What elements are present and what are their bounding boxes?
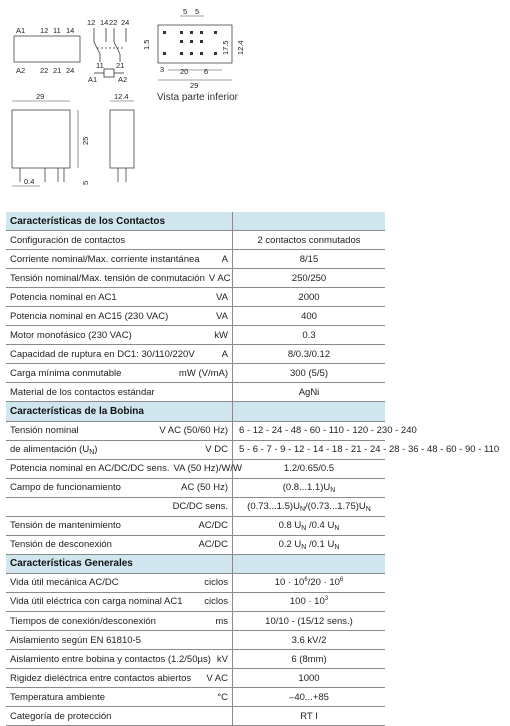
spec-row [6,383,385,402]
row-label-text: Categoría de protección [10,710,112,722]
dimension-label: 3 [160,65,165,74]
row-value [233,231,386,250]
dimension-label: 29 [190,81,199,90]
row-label-end: ) [94,443,98,455]
row-value-text: 300 (5/5) [289,367,329,379]
spec-row [6,631,385,650]
row-value-mid: /0.1 U [306,538,335,550]
row-value [233,707,386,726]
pin-label: 14 [66,26,75,35]
row-value-text: 0.3 [302,329,316,341]
row-unit: V AC (50/60 Hz) [159,425,228,437]
row-unit: °C [217,691,228,703]
row-unit: ms [215,615,228,627]
row-value-text: 8/0.3/0.12 [287,348,331,360]
row-value [233,669,386,688]
dimension-label: 1.5 [142,39,151,50]
row-label-text: Aislamiento entre bobina y contactos (1.2/50µs) [10,653,211,665]
row-value-sup: 6 [339,577,344,584]
row-label-text: Corriente nominal/Max. corriente instantánea [10,253,200,265]
row-value [233,516,386,535]
row-unit: AC/DC [198,539,228,551]
row-value [233,440,500,459]
row-value-sub: N [299,505,306,513]
row-value [233,611,386,630]
section-header [6,554,385,573]
row-value-text: 3.6 kV/2 [291,634,327,646]
row-value-text: 250/250 [291,272,327,284]
row-unit: A [221,348,228,360]
spec-row [6,688,385,707]
dimension-label: 5 [195,7,200,16]
spec-row [6,345,385,364]
schematic-label: 21 [116,61,125,70]
row-value-text: 2 contactos conmutados [257,234,361,246]
row-unit: DC/DC sens. [172,501,228,513]
row-value-text: –40...+85 [289,691,329,703]
row-value-text: AgNi [298,386,320,398]
row-value-text: 400 [301,310,317,322]
row-label [10,673,191,684]
row-label-text: Tensión nominal/Max. tensión de conmutación [10,272,205,284]
row-value-sub: N [334,524,340,532]
pin-label: 21 [53,66,62,75]
row-label-text: Aislamiento según EN 61810-5 [10,634,141,646]
row-unit: mW (V/mA) [178,367,228,379]
row-label-text: Potencia nominal en AC1 [10,291,117,303]
row-value [233,631,386,650]
section-title: Características de los Contactos [10,215,166,227]
row-value-text: (0.8...1.1)U [282,481,331,493]
row-value-text: 6 (8mm) [291,653,327,665]
row-label-text: Potencia nominal en AC/DC/DC sens. [10,463,170,475]
row-unit: ciclos [204,577,228,589]
row-label-text: Tensión de desconexión [10,539,112,551]
row-value-mid: /(0.73...1.75)U [305,500,366,512]
row-value-sub: N [301,543,307,551]
row-label-text: Vida útil eléctrica con carga nominal AC1 [10,596,183,608]
row-unit: kV [216,653,228,665]
schematic-label: A1 [88,75,98,84]
row-value [233,478,386,497]
schematic-label: 24 [121,18,130,27]
row-value [233,326,386,345]
row-value [233,535,386,554]
dimension-label: 6 [204,67,209,76]
row-value-sup: 3 [324,596,329,603]
row-value-text: 0.2 U [278,538,302,550]
bottom-view-caption: Vista parte inferior [157,92,238,103]
pin-label: 24 [66,66,75,75]
row-unit: AC/DC [198,520,228,532]
row-label-text: Tensión de mantenimiento [10,520,121,532]
dimension-label: 17.5 [221,40,230,55]
row-unit: AC (50 Hz) [181,482,228,494]
row-unit: VA (50 Hz)/W/W [173,463,242,475]
row-unit: V AC [206,672,228,684]
row-label-text: Temperatura ambiente [10,691,106,703]
row-label [10,273,205,284]
row-value-text: RT I [300,710,318,722]
row-value-sub: N [334,543,340,551]
spec-table [6,212,500,726]
row-value-sub: N [330,486,336,494]
dimension-label: 29 [36,92,45,101]
schematic-label: 22 [109,18,118,27]
row-label [10,692,105,703]
schematic-label: 14 [100,18,109,27]
pin-label: 11 [53,26,61,35]
row-value-mid: /0.4 U [306,519,335,531]
dimension-label: 20 [180,67,189,76]
row-value-text: 5 - 6 - 7 - 9 - 12 - 14 - 18 - 21 - 24 - 28 - 36 - 48 - 60 - 90 - 110 [239,444,500,456]
row-unit: kW [214,329,228,341]
spec-row [6,573,385,592]
row-value-mid: /20 · 10 [307,577,340,589]
row-label [10,235,125,246]
row-unit: VA [216,291,228,303]
row-label [10,425,79,436]
row-label [10,654,211,665]
row-value [233,288,386,307]
row-unit: V AC [208,272,231,284]
row-label-sub: N [89,448,95,456]
spec-row [6,364,385,383]
row-value [233,269,386,288]
dimension-label: 12.4 [114,92,129,101]
row-label [10,330,132,341]
row-label-text: Tensión nominal [10,425,79,437]
spec-row [6,250,385,269]
row-value [233,383,386,402]
row-value-text: 100 · 10 [289,596,325,608]
row-value-sup: 6 [304,577,308,584]
row-label [10,311,168,322]
dimension-label: 12.4 [236,40,245,55]
row-value-text: 10/10 - (15/12 sens.) [265,615,353,627]
spec-row [6,707,385,726]
row-value [233,421,417,440]
spec-row [6,650,385,669]
row-label-text: Motor monofásico (230 VAC) [10,329,132,341]
row-label-text: Capacidad de ruptura en DC1: 30/110/220V [10,348,195,360]
side-view-drawing [110,101,134,182]
spec-row [6,535,385,554]
row-label-text: Configuración de contactos [10,234,126,246]
row-value [233,573,386,592]
row-label-text: Rigidez dieléctrica entre contactos abiertos [10,672,192,684]
row-label [10,292,117,303]
spec-row [6,497,385,516]
spec-row [6,516,385,535]
row-unit: V DC [205,443,228,455]
row-value-text: 2000 [298,291,320,303]
row-label [10,387,155,398]
row-label [10,711,111,722]
row-value [233,650,386,669]
row-label [10,520,121,531]
spec-row [6,269,385,288]
row-value [233,497,386,516]
row-label-text: Tiempos de conexión/desconexión [10,615,156,627]
pin-label: A2 [16,66,26,75]
row-label [10,577,119,588]
spec-row [6,478,385,497]
spec-row [6,231,385,250]
spec-row [6,421,385,440]
spec-row [6,307,385,326]
row-unit: VA [216,310,228,322]
row-label [10,635,141,646]
schematic-label: 11 [96,61,104,70]
row-value [233,688,386,707]
row-value [233,250,386,269]
front-view-drawing [12,101,78,186]
dimension-label: 0.4 [24,177,35,186]
pin-label: 12 [40,26,49,35]
row-value-text: (0.73...1.5)U [247,500,300,512]
row-value-text: 8/15 [299,253,319,265]
pin-label: A1 [16,26,26,35]
row-label-text: Vida útil mecánica AC/DC [10,577,119,589]
row-label [10,349,195,360]
spec-row [6,459,385,478]
spec-row [6,611,385,630]
section-title: Características Generales [10,558,133,570]
row-value-sub: N [301,524,307,532]
dimension-label: 5 [183,7,188,16]
row-label-text: de alimentación (U [10,443,90,455]
row-value [233,459,386,478]
spec-row [6,592,385,611]
row-value-sub: N [365,505,371,513]
row-value-text: 0.8 U [278,519,302,531]
pin-label: 22 [40,66,49,75]
row-value [233,307,386,326]
row-label [10,254,200,265]
section-title: Características de la Bobina [10,405,144,417]
row-label-text: Campo de funcionamiento [10,482,121,494]
section-header [6,212,385,231]
pin-layout-diagram [14,26,80,75]
row-label-text: Carga mínima conmutable [10,367,122,379]
row-value [233,592,386,611]
schematic-label: 12 [87,18,96,27]
spec-row [6,669,385,688]
row-value-text: 1000 [298,672,320,684]
spec-row [6,440,385,459]
row-label [10,482,121,493]
row-unit: ciclos [204,596,228,608]
technical-drawings [0,0,510,200]
row-label [10,539,112,550]
row-value-text: 1.2/0.65/0.5 [283,463,335,475]
row-label [10,596,183,607]
row-unit: A [221,253,228,265]
row-value [233,345,386,364]
row-value-text: 10 · 10 [274,577,305,589]
spec-row [6,326,385,345]
row-label [10,463,169,474]
spec-row [6,288,385,307]
dimension-label: 5 [81,180,90,185]
schematic-label: A2 [118,75,128,84]
section-header [6,402,385,421]
row-label [10,444,97,456]
row-label-text: Material de los contactos estándar [10,386,155,398]
row-label-text: Potencia nominal en AC15 (230 VAC) [10,310,169,322]
dimension-label: 25 [81,136,90,145]
row-value-text: 6 - 12 - 24 - 48 - 60 - 110 - 120 - 230 - 240 [239,425,417,437]
row-value [233,364,386,383]
row-label [10,368,121,379]
row-label [10,616,156,627]
